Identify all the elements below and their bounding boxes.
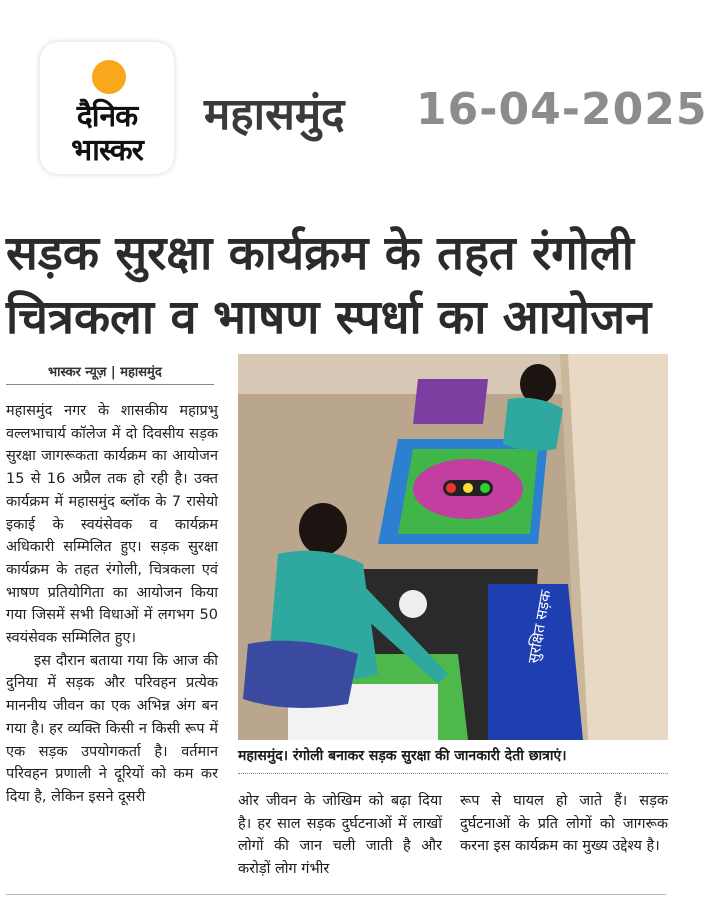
byline: भास्कर न्यूज़ | महासमुंद <box>48 365 162 380</box>
byline-divider <box>6 384 214 385</box>
article-photo <box>238 354 668 740</box>
headline-line-2: चित्रकला व भाषण स्पर्धा का आयोजन <box>6 290 652 345</box>
edition-date: 16-04-2025 <box>416 84 708 135</box>
logo-text-line2: भास्कर <box>71 133 143 168</box>
rangoli-photo-illustration <box>238 354 668 740</box>
masthead <box>0 0 711 200</box>
sun-icon <box>92 60 126 94</box>
headline <box>0 222 711 350</box>
paragraph-1: महासमुंद नगर के शासकीय महाप्रभु वल्लभाचार्य कॉलेज में दो दिवसीय सड़क सुरक्षा जागरूकता कार्यक्रम का आयोजन 15 से 16 अप्रैल तक हो रही है। उक्त कार्यक्रम में महासमुंद ब्लॉक के 7 रासेयो इकाई के स्वयंसेवक व कार्यक्रम अधिकारी सम्मिलित हुए। सड़क सुरक्षा कार्यक्रम के तहत रंगोली, चित्रकला एवं भाषण प्रतियोगिता का आयोजन किया गया जिसमें सभी विधाओं में लगभग 50 स्वयंसेवक सम्मिलित हुए। <box>6 403 218 647</box>
bottom-divider <box>6 894 666 895</box>
edition-city: महासमुंद <box>204 89 345 140</box>
article-column-1 <box>6 400 218 809</box>
caption-divider <box>238 773 668 774</box>
logo-text-line1: दैनिक <box>76 99 138 134</box>
dainik-bhaskar-logo <box>40 42 174 174</box>
rangoli-text: सुरक्षित सड़क <box>524 588 555 665</box>
article-column-2: ओर जीवन के जोखिम को बढ़ा दिया है। हर साल सड़क दुर्घटनाओं में लाखों लोगों की जान चली जाती है और करोड़ों लोग गंभीर <box>238 793 442 878</box>
paragraph-2: इस दौरान बताया गया कि आज की दुनिया में सड़क और परिवहन प्रत्येक माननीय जीवन का एक अभिन्न अंग बन गया है। हर व्यक्ति किसी न किसी रूप में एक सड़क उपयोगकर्ता है। वर्तमान परिवहन प्रणाली ने दूरियों को कम कर दिया है, लेकिन इसने दूसरी <box>6 652 218 805</box>
photo-caption: महासमुंद। रंगोली बनाकर सड़क सुरक्षा की जानकारी देती छात्राएं। <box>238 748 567 764</box>
article-column-3: रूप से घायल हो जाते हैं। सड़क दुर्घटनाओं के प्रति लोगों को जागरूक करना इस कार्यक्रम का मुख्य उद्देश्य है। <box>460 793 668 855</box>
headline-line-1: सड़क सुरक्षा कार्यक्रम के तहत रंगोली <box>6 226 634 281</box>
